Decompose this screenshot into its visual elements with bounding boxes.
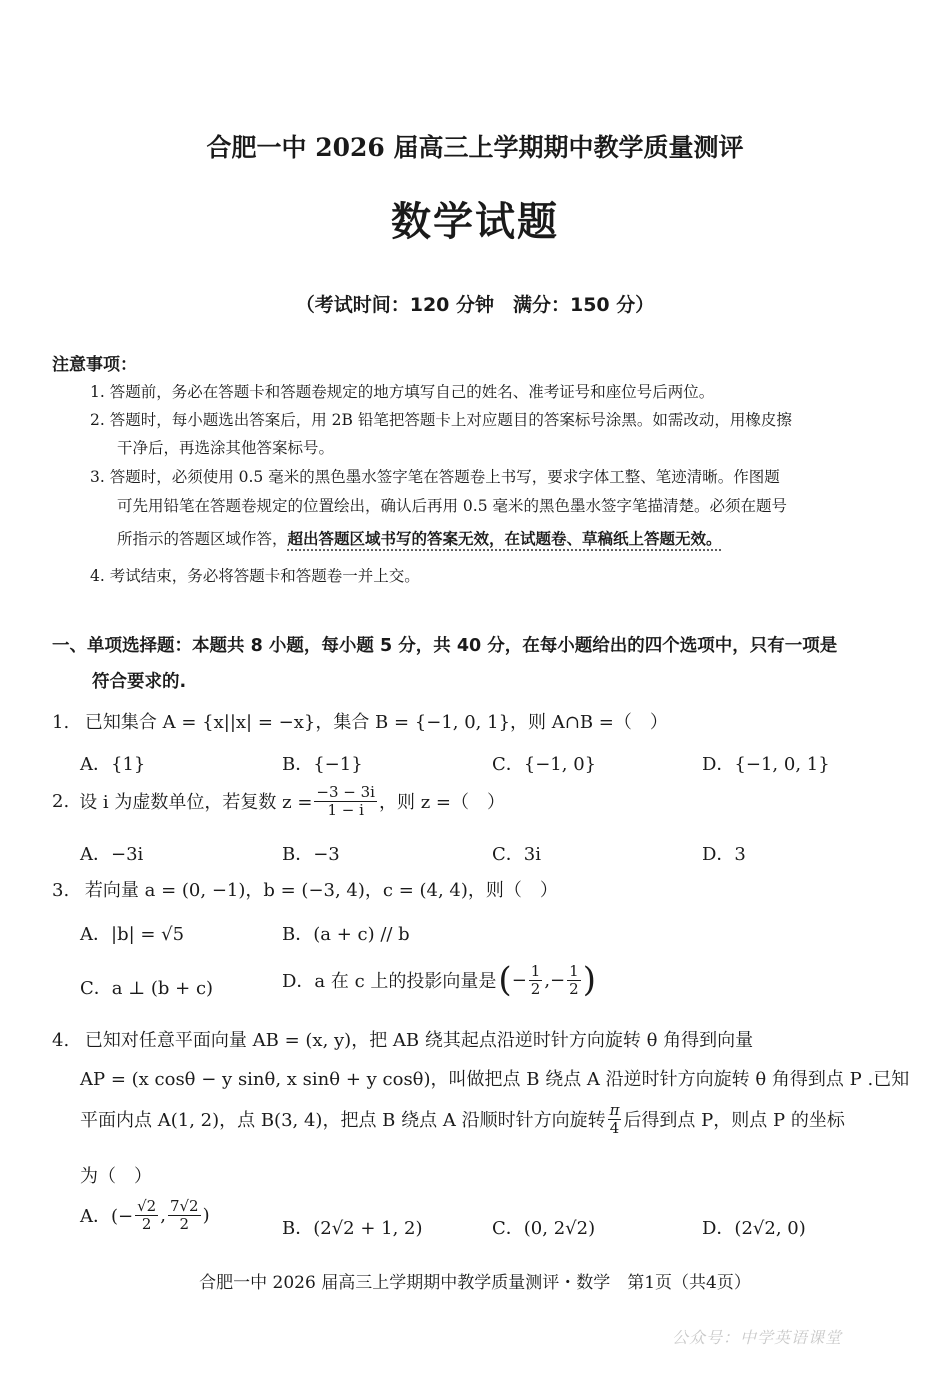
fraction-denominator: 1 − i (327, 800, 364, 819)
notice-item-1: 1. 答题前，务必在答题卡和答题卷规定的地方填写自己的姓名、准考证号和座位号后两位。 (90, 383, 715, 401)
exam-title: 合肥一中 2026 届高三上学期期中教学质量测评 (206, 133, 744, 162)
q3-d-fraction-1 (529, 963, 543, 997)
q3-d-fraction-2 (567, 963, 581, 997)
fraction-denominator: 2 (530, 979, 541, 998)
page-footer: 合肥一中 2026 届高三上学期期中教学质量测评・数学 第1页（共4页） (199, 1273, 751, 1293)
q1-option-d: D．{−1, 0, 1} (702, 754, 830, 775)
q4-option-c: C．(0, 2√2) (492, 1218, 596, 1239)
q3-option-d-text: D．a 在 c 上的投影向量是 (282, 971, 497, 992)
pi-over-4-fraction (608, 1102, 622, 1136)
question-3-number: 3. (52, 880, 70, 901)
fraction-denominator: 2 (141, 1214, 152, 1233)
q4-option-d: D．(2√2, 0) (702, 1218, 806, 1239)
fraction-numerator: π (609, 1101, 620, 1119)
fraction-numerator: 1 (569, 962, 579, 980)
minus-sign: − (511, 969, 527, 991)
notice-item-3-emphasis: 超出答题区域书写的答案无效，在试题卷、草稿纸上答题无效。 (287, 530, 722, 548)
q2-option-a: A．−3i (80, 844, 144, 865)
paren-right: ) (582, 960, 596, 1000)
question-4-line-3-post: 后得到点 P，则点 P 的坐标 (623, 1110, 845, 1131)
notice-item-2: 2. 答题时，每小题选出答案后，用 2B 铅笔把答题卡上对应题目的答案标号涂黑。如需改动，用橡皮擦 (90, 411, 792, 429)
question-1-number: 1. (52, 712, 70, 733)
question-2-stem-pre: 设 i 为虚数单位，若复数 z = (79, 792, 313, 813)
q2-option-b: B．−3 (282, 844, 340, 865)
q3-option-a: A．|b| = √5 (80, 924, 185, 945)
notice-item-2-cont: 干净后，再选涂其他答案标号。 (117, 439, 335, 457)
question-4-line-4: 为（ ） (80, 1166, 152, 1187)
question-4-line-3-pre: 平面内点 A(1, 2)，点 B(3, 4)，把点 B 绕点 A 沿顺时针方向旋转 (80, 1110, 606, 1131)
question-1-stem: 已知集合 A = {x||x| = −x}，集合 B = {−1, 0, 1}，则 A∩B =（ ） (84, 712, 668, 733)
comma: , (160, 1204, 166, 1226)
q4-a-fraction-2 (168, 1198, 201, 1232)
q4-option-a-pre: A．(− (80, 1206, 134, 1227)
question-4-line-1: 已知对任意平面向量 AB = (x, y)，把 AB 绕其起点沿逆时针方向旋转 θ 角得到向量 (84, 1030, 754, 1051)
notice-item-3-plain: 所指示的答题区域作答， (117, 530, 288, 548)
question-4 (52, 1026, 753, 1052)
fraction-denominator: 2 (179, 1214, 190, 1233)
section-heading: 一、单项选择题：本题共 8 小题，每小题 5 分，共 40 分，在每小题给出的四个选项中，只有一项是 (52, 636, 838, 656)
fraction-numerator: 1 (530, 962, 541, 980)
q3-option-b: B．(a + c) // b (282, 924, 410, 945)
q3-option-d (282, 960, 596, 1000)
paren-left: ( (498, 960, 512, 1000)
q2-option-c: C．3i (492, 844, 541, 865)
notice-heading: 注意事项： (52, 355, 137, 375)
q1-option-c: C．{−1, 0} (492, 754, 597, 775)
fraction-numerator: −3 − 3i (316, 783, 375, 801)
q1-option-a: A．{1} (80, 754, 146, 775)
question-4-line-3 (80, 1102, 845, 1136)
notice-item-4: 4. 考试结束，务必将答题卡和答题卷一并上交。 (90, 567, 420, 585)
subject-title: 数学试题 (391, 198, 559, 245)
question-2-number: 2. (52, 790, 70, 812)
question-3-stem: 若向量 a = (0, −1)，b = (−3, 4)，c = (4, 4)，则（ ） (84, 880, 558, 901)
notice-item-3-cont: 可先用铅笔在答题卷规定的位置绘出，确认后再用 0.5 毫米的黑色墨水签字笔描清楚。必须在题号 (117, 497, 788, 515)
question-1 (52, 708, 668, 734)
q1-option-b: B．{−1} (282, 754, 363, 775)
section-heading-cont: 符合要求的. (92, 672, 187, 692)
question-4-number: 4. (52, 1030, 70, 1051)
q3-option-c: C．a ⊥ (b + c) (80, 978, 214, 999)
q2-option-d: D．3 (702, 844, 746, 865)
comma: ,− (544, 969, 566, 991)
q4-option-a (80, 1198, 210, 1232)
question-3 (52, 876, 558, 902)
notice-item-3: 3. 答题时，必须使用 0.5 毫米的黑色墨水签字笔在答题卷上书写，要求字体工整、笔迹清晰。作图题 (90, 468, 780, 486)
fraction-denominator: 4 (609, 1118, 620, 1137)
question-2-fraction (314, 784, 377, 818)
q4-option-b: B．(2√2 + 1, 2) (282, 1218, 423, 1239)
fraction-numerator: 7√2 (169, 1197, 199, 1215)
notice-item-3-cont2 (117, 527, 722, 549)
fraction-numerator: √2 (137, 1197, 157, 1215)
paren-right: ) (202, 1204, 210, 1226)
question-2 (52, 784, 505, 818)
exam-time-info: （考试时间：120 分钟 满分：150 分） (295, 294, 655, 316)
watermark: 公众号：中学英语课堂 (672, 1328, 843, 1347)
question-4-line-2: AP = (x cosθ − y sinθ, x sinθ + y cosθ)，叫做把点 B 绕点 A 沿逆时针方向旋转 θ 角得到点 P .已知 (80, 1069, 910, 1090)
question-2-stem-post: ，则 z =（ ） (378, 792, 505, 813)
fraction-denominator: 2 (569, 979, 579, 998)
q4-a-fraction-1 (135, 1198, 158, 1232)
